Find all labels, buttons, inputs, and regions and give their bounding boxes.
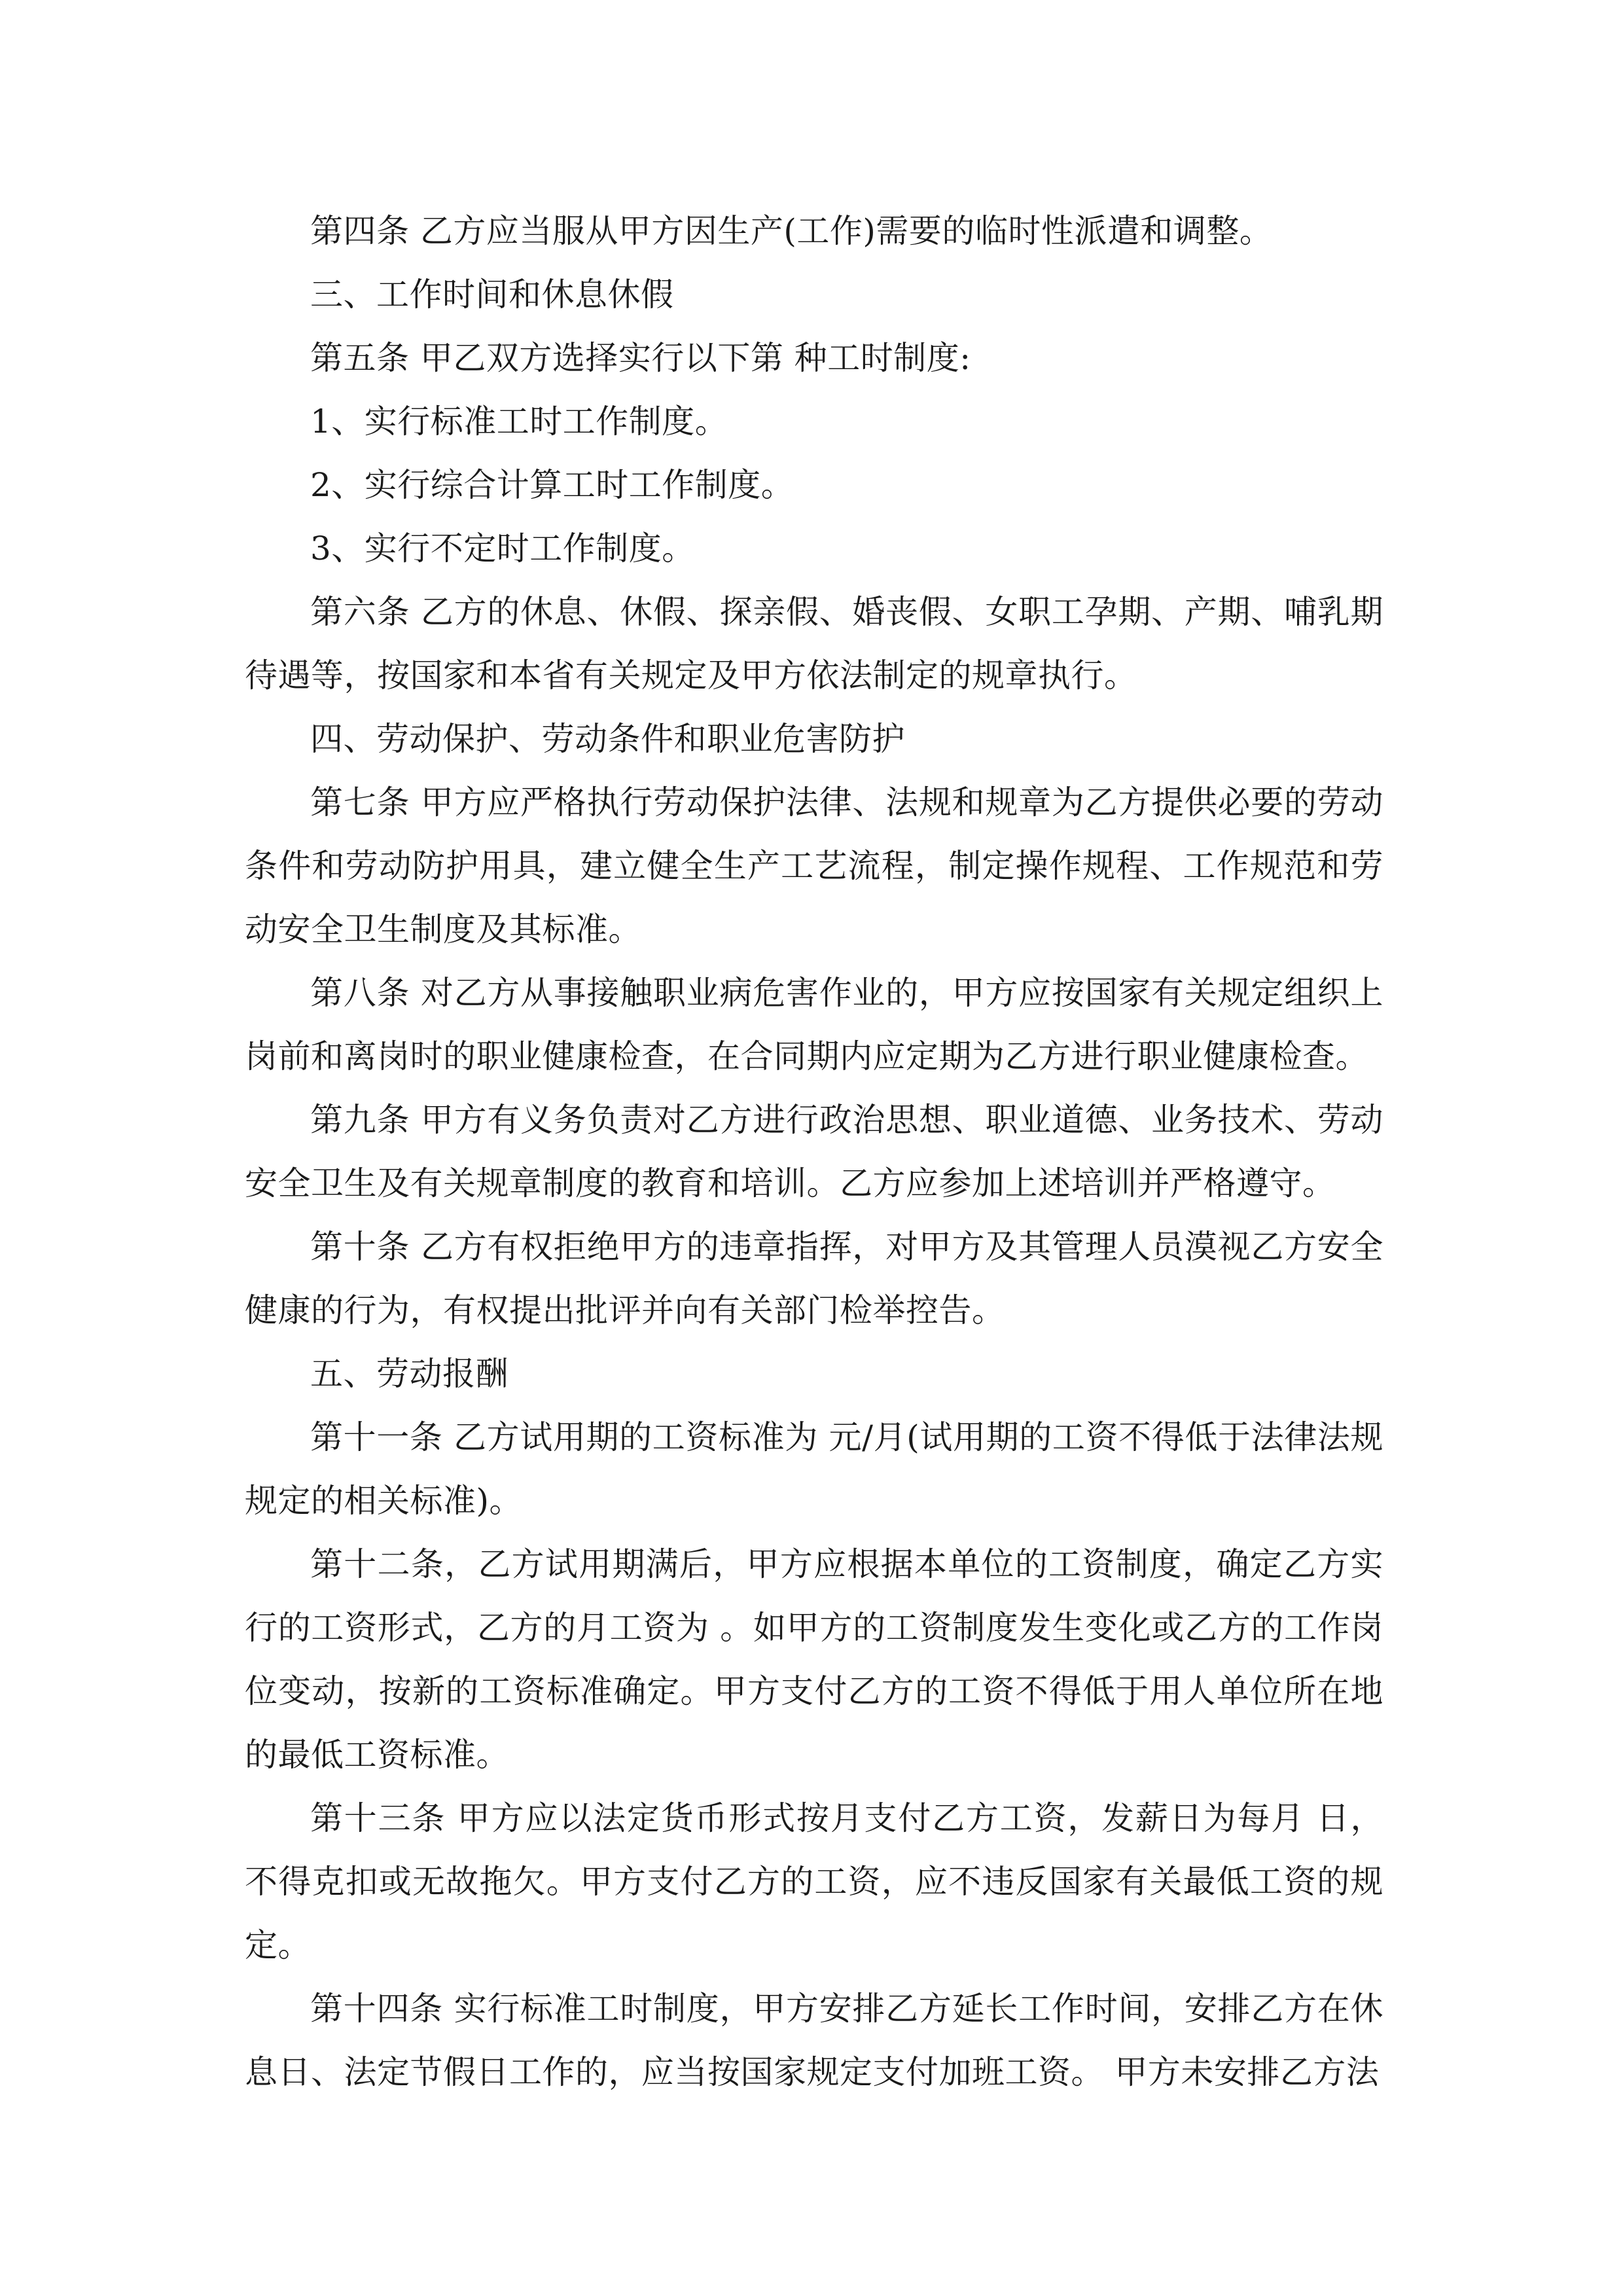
- paragraph-article-11: 第十一条 乙方试用期的工资标准为 元/月(试用期的工资不得低于法律法规规定的相关标准)。: [245, 1418, 1383, 1520]
- paragraph-article-6: 第六条 乙方的休息、休假、探亲假、婚丧假、女职工孕期、产期、哺乳期待遇等，按国家和本省有关规定及甲方依法制定的规章执行。: [245, 593, 1383, 694]
- document-body: [245, 200, 1383, 2104]
- paragraph-article-13: 第十三条 甲方应以法定货币形式按月支付乙方工资，发薪日为每月 日，不得克扣或无故拖欠。甲方支付乙方的工资，应不违反国家有关最低工资的规定。: [245, 1799, 1383, 1964]
- paragraph-article-8: 第八条 对乙方从事接触职业病危害作业的，甲方应按国家有关规定组织上岗前和离岗时的职业健康检查，在合同期内应定期为乙方进行职业健康检查。: [245, 974, 1383, 1075]
- section-heading-work-hours: 三、工作时间和休息休假: [310, 276, 674, 314]
- list-item-comprehensive-hours: 2、实行综合计算工时工作制度。: [310, 466, 794, 504]
- paragraph-article-9: 第九条 甲方有义务负责对乙方进行政治思想、职业道德、业务技术、劳动安全卫生及有关规章制度的教育和培训。乙方应参加上述培训并严格遵守。: [245, 1101, 1383, 1202]
- section-heading-labor-protection: 四、劳动保护、劳动条件和职业危害防护: [310, 720, 905, 758]
- section-heading-remuneration: 五、劳动报酬: [310, 1355, 508, 1393]
- paragraph-article-5: 第五条 甲乙双方选择实行以下第 种工时制度:: [310, 339, 971, 377]
- list-item-standard-hours: 1、实行标准工时工作制度。: [310, 403, 728, 440]
- paragraph-article-4: 第四条 乙方应当服从甲方因生产(工作)需要的临时性派遣和调整。: [310, 212, 1273, 250]
- paragraph-article-7: 第七条 甲方应严格执行劳动保护法律、法规和规章为乙方提供必要的劳动条件和劳动防护用具，建立健全生产工艺流程，制定操作规程、工作规范和劳动安全卫生制度及其标准。: [245, 783, 1383, 948]
- list-item-flexible-hours: 3、实行不定时工作制度。: [310, 529, 695, 567]
- paragraph-article-14: 第十四条 实行标准工时制度，甲方安排乙方延长工作时间，安排乙方在休息日、法定节假日工作的，应当按国家规定支付加班工资。 甲方未安排乙方法: [245, 1990, 1383, 2091]
- paragraph-article-10: 第十条 乙方有权拒绝甲方的违章指挥，对甲方及其管理人员漠视乙方安全健康的行为，有权提出批评并向有关部门检举控告。: [245, 1228, 1383, 1329]
- paragraph-article-12: 第十二条，乙方试用期满后，甲方应根据本单位的工资制度，确定乙方实行的工资形式，乙方的月工资为 。如甲方的工资制度发生变化或乙方的工作岗位变动，按新的工资标准确定。甲方支付乙方的工资不得低于用人单位所在地的最低工资标准。: [245, 1545, 1383, 1774]
